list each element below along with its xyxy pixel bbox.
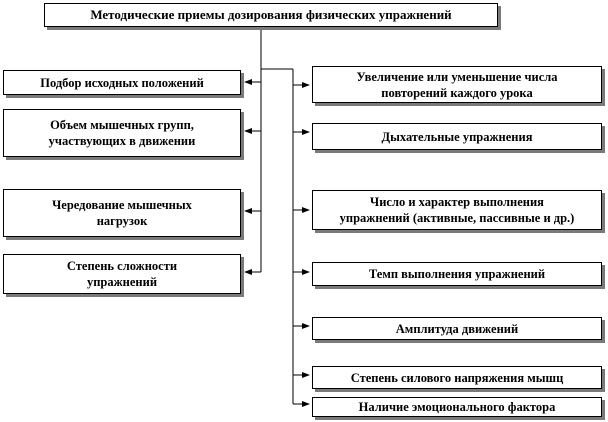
right-box-7 bbox=[312, 397, 602, 417]
left-box-1-text: Подбор исходных положений bbox=[40, 75, 204, 90]
right-box-4 bbox=[312, 262, 602, 286]
right-box-2-text: Дыхательные упражнения bbox=[381, 129, 533, 144]
right-box-1 bbox=[312, 66, 602, 103]
left-box-2 bbox=[3, 109, 241, 157]
left-box-2-line-2: участвующих в движении bbox=[48, 134, 196, 148]
right-box-2 bbox=[312, 123, 602, 150]
title-box bbox=[44, 3, 498, 27]
arrowhead-left-3 bbox=[244, 208, 252, 214]
arrowhead-left-2 bbox=[244, 128, 252, 134]
title-text: Методические приемы дозирования физических упражнений bbox=[90, 6, 452, 22]
left-box-3 bbox=[3, 189, 241, 237]
left-box-3-line-2: нагрузок bbox=[96, 214, 148, 228]
right-box-5 bbox=[312, 317, 602, 340]
left-box-2-line-1: Объем мышечных групп, bbox=[50, 118, 194, 132]
arrowhead-left-4 bbox=[244, 269, 252, 275]
left-box-4 bbox=[3, 254, 241, 294]
arrowhead-right-1 bbox=[302, 82, 310, 88]
arrowhead-left-1 bbox=[244, 79, 252, 85]
right-box-3-line-2: упражнений (активные, пассивные и др.) bbox=[339, 211, 575, 225]
arrowhead-right-6 bbox=[302, 372, 310, 378]
right-box-3 bbox=[312, 190, 602, 230]
left-box-3-line-1: Чередование мышечных bbox=[52, 198, 192, 212]
left-box-1 bbox=[3, 70, 241, 95]
right-box-6-text: Степень силового напряжения мышц bbox=[350, 370, 564, 385]
arrowhead-right-3 bbox=[302, 207, 310, 213]
arrowhead-right-2 bbox=[302, 129, 310, 135]
right-box-6 bbox=[312, 366, 602, 389]
right-box-4-text: Темп выполнения упражнений bbox=[368, 267, 546, 281]
right-box-5-text: Амплитуда движений bbox=[395, 321, 519, 336]
right-box-7-text: Наличие эмоционального фактора bbox=[358, 400, 556, 414]
left-box-4-line-2: упражнений bbox=[86, 275, 158, 289]
arrowhead-right-5 bbox=[302, 323, 310, 329]
right-box-3-line-1: Число и характер выполнения bbox=[370, 195, 544, 209]
arrowhead-right-7 bbox=[302, 401, 310, 407]
right-box-1-line-2: повторений каждого урока bbox=[381, 85, 533, 100]
arrowhead-right-4 bbox=[302, 269, 310, 275]
right-box-1-line-1: Увеличение или уменьшение числа bbox=[356, 69, 558, 84]
left-box-4-line-1: Степень сложности bbox=[66, 259, 178, 273]
